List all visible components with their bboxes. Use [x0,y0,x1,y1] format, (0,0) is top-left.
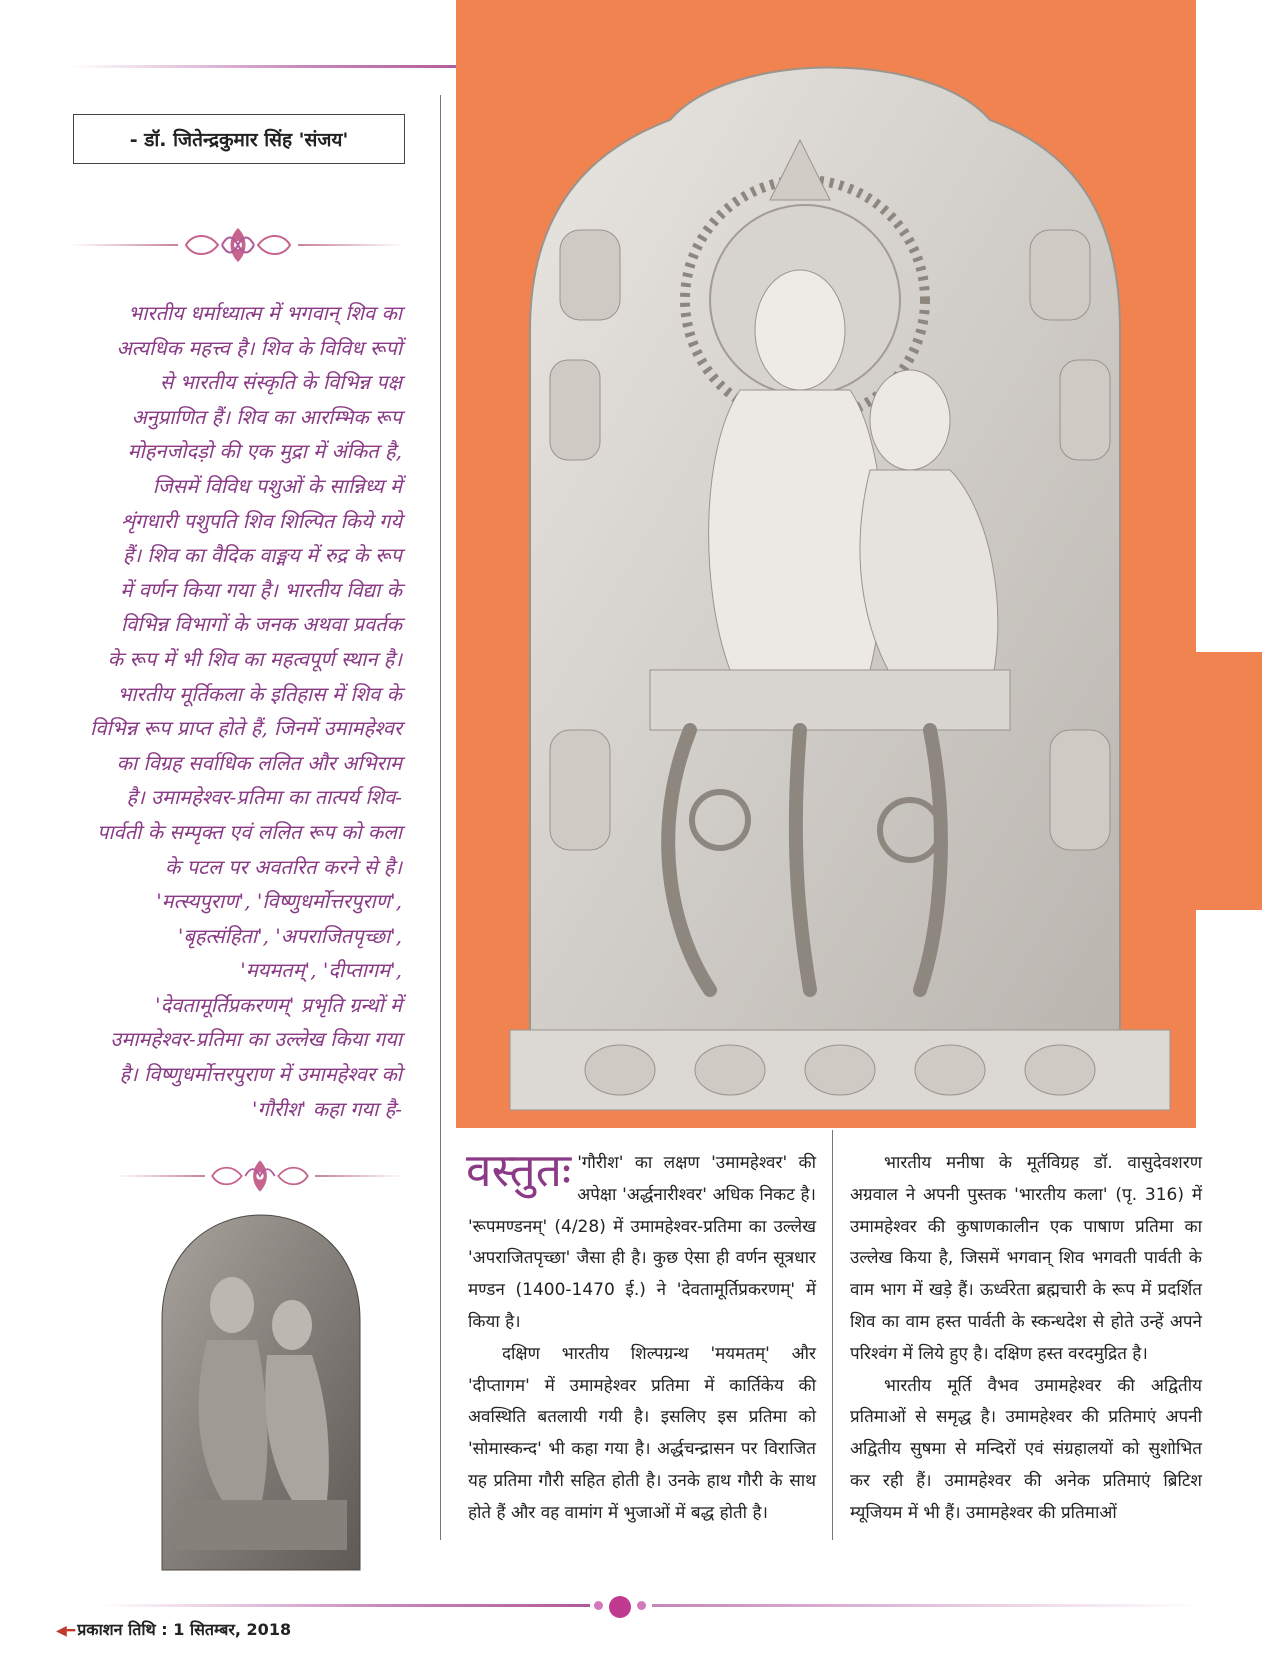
intro-line: का विग्रह सर्वाधिक ललित और अभिराम [116,750,402,775]
intro-line: 'मयमतम्', 'दीप्तागम', [240,958,402,983]
intro-line: अनुप्राणित हैं। शिव का आरम्भिक रूप [131,404,402,429]
intro-line: उमामहेश्वर-प्रतिमा का उल्लेख किया गया [110,1027,402,1052]
intro-line: अत्यधिक महत्त्व है। शिव के विविध रूपों [116,335,402,360]
ornament-line-left [70,244,178,246]
intro-line: 'मत्स्यपुराण', 'विष्णुधर्मोत्तरपुराण', [156,889,402,914]
ornament-line-right [298,244,406,246]
intro-line: भारतीय धर्माध्यात्म में भगवान् शिव का [128,301,402,325]
column1-paragraph-1-text: 'गौरीश' का लक्षण 'उमामहेश्वर' की अपेक्षा 'अर्द्धनारीश्वर' अधिक निकट है। 'रूपमण्डनम्' (4/28) में उमामहेश्वर-प्रतिमा का उल्लेख 'अपराजितपृच्छा' जैसा ही है। कुछ ऐसा ही वर्णन सूत्रधार मण्डन (1400-1470 ई.) ने 'देवतामूर्तिप्रकरणम्' में किया है। [468,1153,816,1332]
column-divider-left [440,95,441,1540]
intro-line: विभिन्न विभागों के जनक अथवा प्रवर्तक [121,612,402,637]
intro-line: से भारतीय संस्कृति के विभिन्न पक्ष [159,370,402,395]
column-divider-right [832,1130,833,1540]
ornament-line-left [115,1175,205,1177]
intro-line: विभिन्न रूप प्राप्त होते हैं, जिनमें उमामहेश्वर [90,716,402,741]
author-name: - डॉ. जितेन्द्रकुमार सिंह 'संजय' [129,129,349,151]
intro-line: के रूप में भी शिव का महत्वपूर्ण स्थान है। [107,646,402,671]
arrow-left-icon: ◀━ [56,1623,76,1639]
bottom-rule-dot-right [637,1601,646,1610]
bottom-rule-right [652,1604,1202,1607]
floral-ornament-top [70,215,405,275]
floral-ornament-bottom [115,1148,405,1203]
column2-paragraph-1: भारतीय मनीषा के मूर्तविग्रह डॉ. वासुदेवशरण अग्रवाल ने अपनी पुस्तक 'भारतीय कला' (पृ. 316) में उमामहेश्वर की कुषाणकालीन एक पाषाण प्रतिमा का उल्लेख किया है, जिसमें भगवान् शिव भगवती पार्वती के वाम भाग में खड़े हैं। ऊर्ध्वरेता ब्रह्मचारी के रूप में प्रदर्शित शिव का वाम हस्त पार्वती के स्कन्धदेश से होते उन्हें अपने परिश्वंग में लिये हुए है। दक्षिण हस्त वरदमुद्रित है। [850,1153,1202,1364]
ornament-line-right [315,1175,405,1177]
intro-line: में वर्णन किया गया है। भारतीय विद्या के [120,577,402,602]
body-column-1 [466,1143,816,1530]
bottom-rule-dot-left [594,1601,603,1610]
floral-ornament-icon [178,220,298,270]
footer-publication-date [56,1618,291,1640]
right-edge-tab [1196,652,1262,910]
intro-line: शृंगधारी पशुपति शिव शिल्पित किये गये [121,508,402,533]
intro-line: के पटल पर अवतरित करने से है। [165,854,402,879]
top-rule [70,65,470,68]
intro-line: है। विष्णुधर्मोत्तरपुराण में उमामहेश्वर को [119,1062,402,1087]
intro-line: मोहनजोदड़ो की एक मुद्रा में अंकित है, [127,439,402,464]
column1-paragraph-2: दक्षिण भारतीय शिल्पग्रन्थ 'मयमतम्' और 'दीप्तागम' में उमामहेश्वर प्रतिमा में कार्तिकेय की अवस्थिति बतलायी गयी है। इसलिए इस प्रतिमा को 'सोमास्कन्द' भी कहा गया है। अर्द्धचन्द्रासन पर विराजित यह प्रतिमा गौरी सहित होती है। उनके हाथ गौरी के साथ होते हैं और वह वामांग में भुजाओं में बद्ध होती है। [468,1343,816,1523]
publication-date: प्रकाशन तिथि : 1 सितम्बर, 2018 [77,1620,292,1639]
intro-line: पार्वती के सम्पृक्त एवं ललित रूप को कला [97,819,402,844]
body-column-2 [850,1148,1202,1530]
uma-maheshwar-sculpture-image [470,30,1190,1118]
intro-line: 'बृहत्संहिता', 'अपराजितपृच्छा', [177,923,402,948]
column1-paragraph-1 [466,1143,816,1339]
drop-word: वस्तुतः [466,1143,572,1197]
bottom-rule-left [100,1604,590,1607]
intro-paragraph [70,296,402,1126]
author-byline [73,114,405,164]
intro-line: है। उमामहेश्वर-प्रतिमा का तात्पर्य शिव- [126,785,402,810]
intro-line: 'देवतामूर्तिप्रकरणम्' प्रभृति ग्रन्थों में [155,992,402,1017]
intro-line: 'गौरीश' कहा गया है- [251,1096,402,1121]
small-sculpture-image [152,1210,370,1578]
column2-paragraph-2: भारतीय मूर्ति वैभव उमामहेश्वर की अद्वितीय प्रतिमाओं से समृद्ध है। उमामहेश्वर की प्रतिमाएं अपनी अद्वितीय सुषमा से मन्दिरों एवं संग्रहालयों को सुशोभित कर रही हैं। उमामहेश्वर की अनेक प्रतिमाएं ब्रिटिश म्यूजियम में भी हैं। उमामहेश्वर की प्रतिमाओं [850,1375,1202,1523]
intro-line: भारतीय मूर्तिकला के इतिहास में शिव के [117,681,402,706]
intro-line: हैं। शिव का वैदिक वाङ्मय में रुद्र के रूप [122,543,402,568]
intro-line: जिसमें विविध पशुओं के सान्निध्य में [152,473,402,498]
floral-ornament-icon [205,1152,315,1200]
bottom-rule-dot-center [609,1596,631,1618]
